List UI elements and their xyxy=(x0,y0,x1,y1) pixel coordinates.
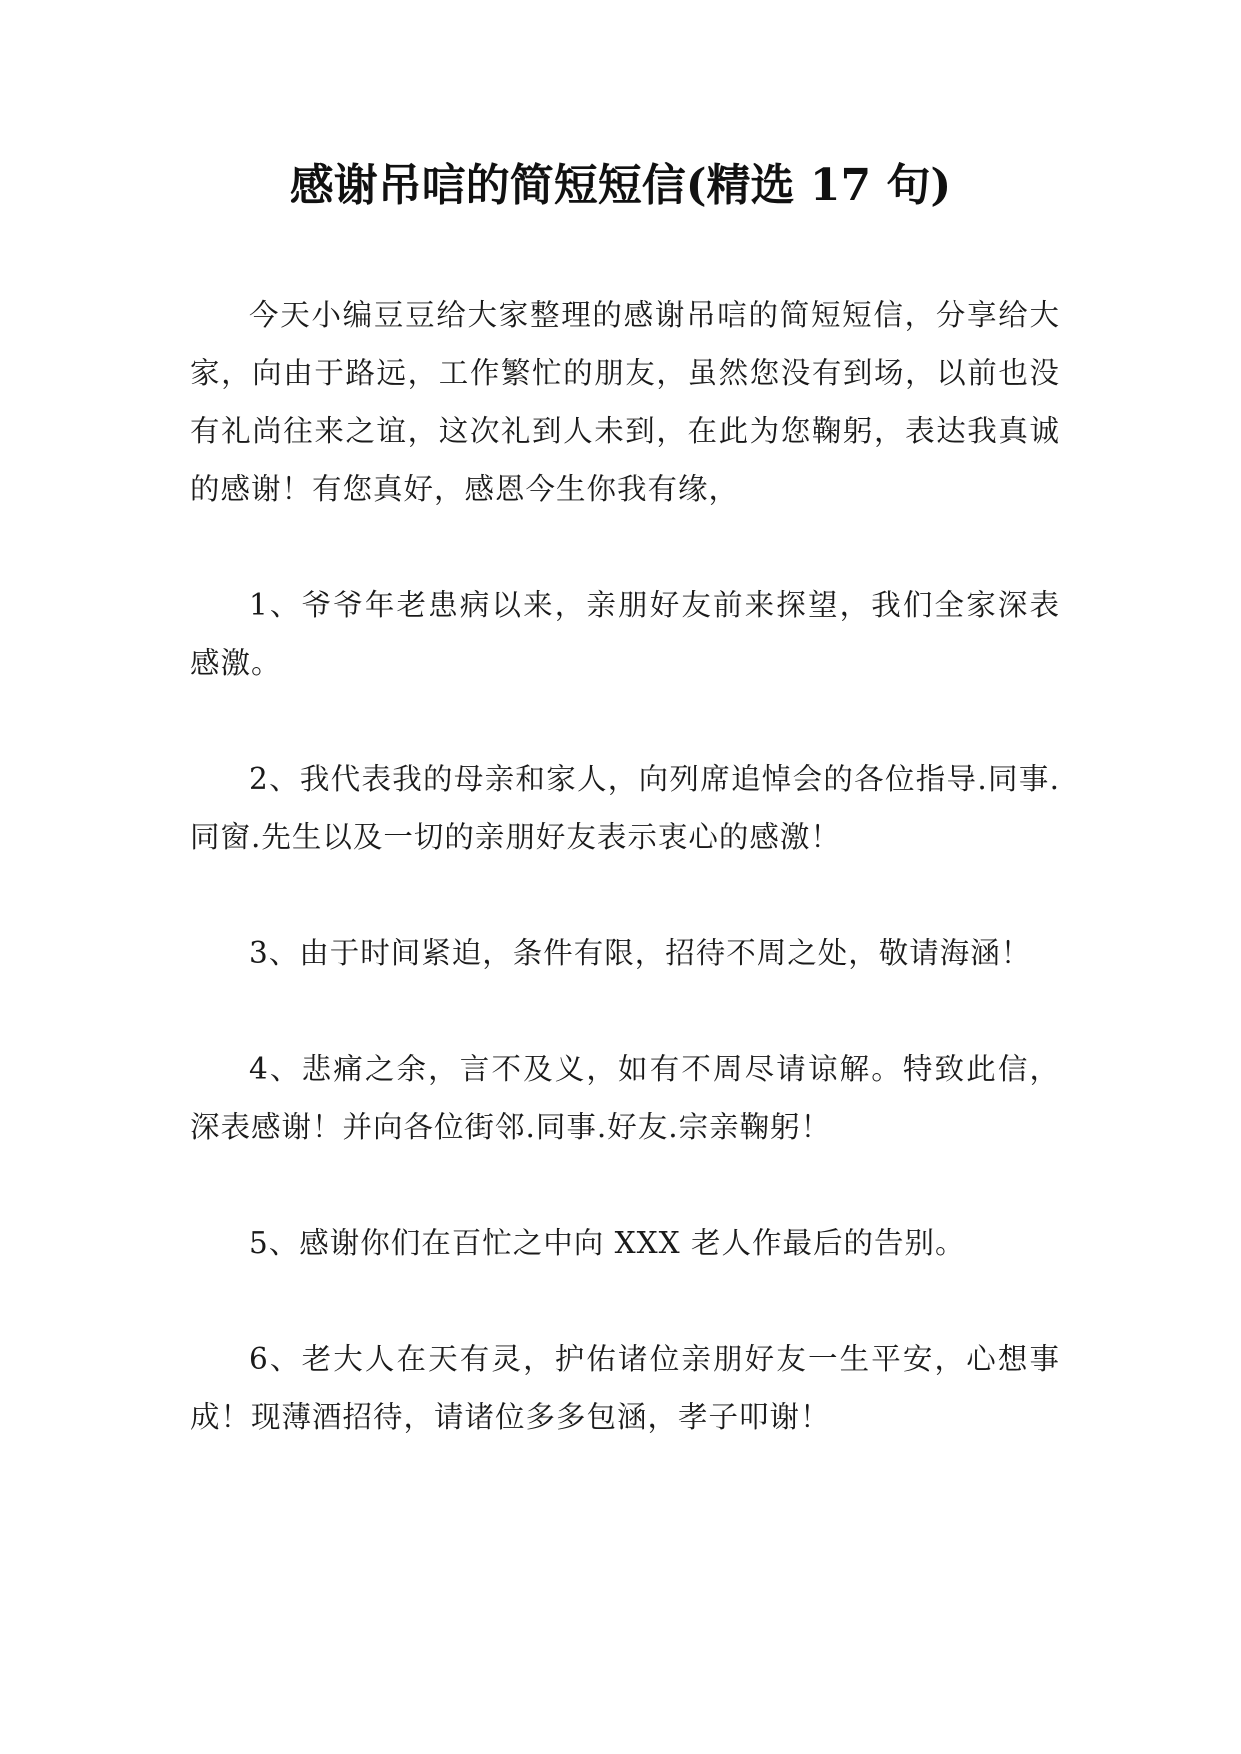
message-item-2: 2、我代表我的母亲和家人，向列席追悼会的各位指导.同事.同窗.先生以及一切的亲朋好友表示衷心的感激！ xyxy=(190,762,1060,854)
message-item-5: 5、感谢你们在百忙之中向 XXX 老人作最后的告别。 xyxy=(249,1226,966,1260)
message-item-1: 1、爷爷年老患病以来，亲朋好友前来探望，我们全家深表感激。 xyxy=(190,588,1060,680)
message-item-6: 6、老大人在天有灵，护佑诸位亲朋好友一生平安，心想事成！现薄酒招待，请诸位多多包涵，孝子叩谢！ xyxy=(190,1342,1060,1434)
document-body xyxy=(190,286,1060,1504)
message-item-3: 3、由于时间紧迫，条件有限，招待不周之处，敬请海涵！ xyxy=(249,936,1032,970)
message-item-4: 4、悲痛之余，言不及义，如有不周尽请谅解。特致此信，深表感谢！并向各位街邻.同事.好友.宗亲鞠躬！ xyxy=(190,1052,1060,1144)
document-title: 感谢吊唁的简短短信(精选 17 句) xyxy=(289,160,952,211)
intro-paragraph: 今天小编豆豆给大家整理的感谢吊唁的简短短信，分享给大家，向由于路远，工作繁忙的朋友，虽然您没有到场，以前也没有礼尚往来之谊，这次礼到人未到，在此为您鞠躬，表达我真诚的感谢！有您真好，感恩今生你我有缘， xyxy=(190,298,1060,506)
